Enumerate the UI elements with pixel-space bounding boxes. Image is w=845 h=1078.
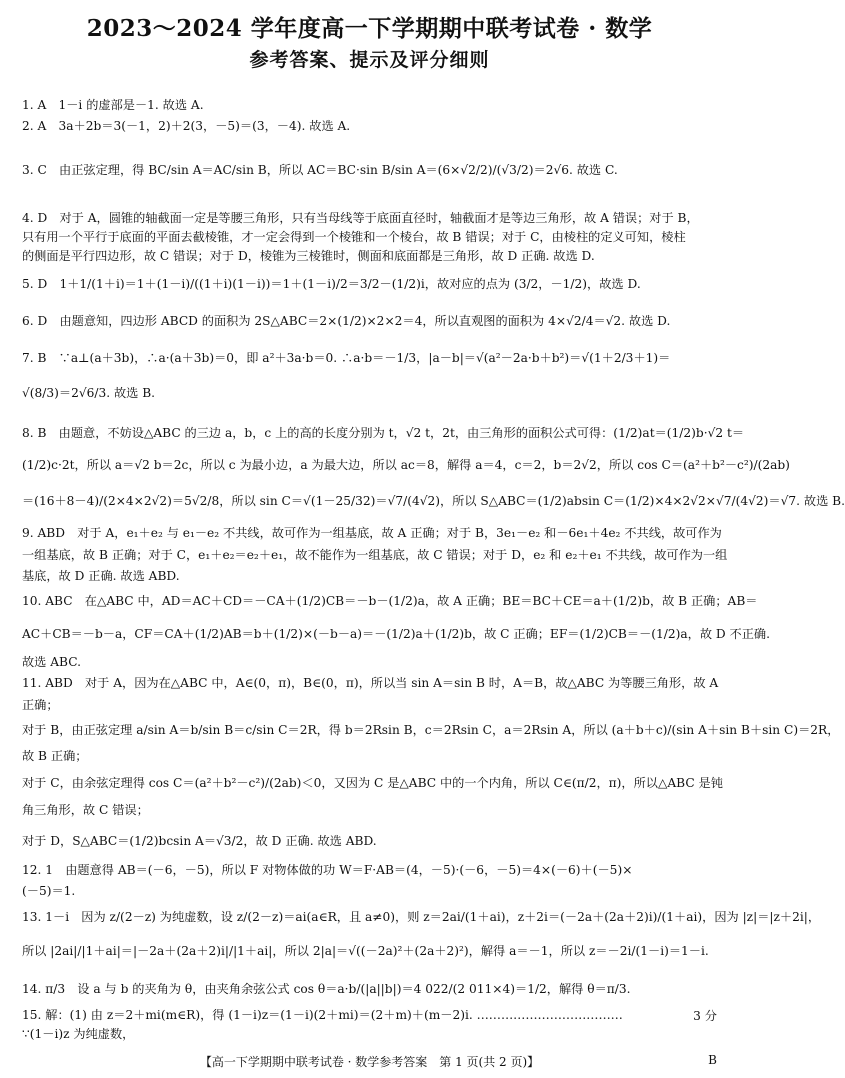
answer-4-line-2: 只有用一个平行于底面的平面去截棱锥，才一定会得到一个棱锥和一个棱台，故 B 错误；对于 C，由棱柱的定义可知，棱柱 — [22, 230, 686, 244]
answer-7-line-2: √(8/3)＝2√6/3. 故选 B. — [22, 386, 156, 400]
answer-11-line-5: 对于 C，由余弦定理得 cos C＝(a²＋b²－c²)/(2ab)＜0，又因为 C 是△ABC 中的一个内角，所以 C∈(π/2，π)，所以△ABC 是钝 — [22, 776, 723, 790]
answer-13-line-2: 所以 |2ai|/|1＋ai|＝|－2a＋(2a＋2)i|/|1＋ai|，所以 2|a|＝√((－2a)²＋(2a＋2)²)，解得 a＝－1，所以 z＝－2i/(1－i)＝1－i. — [22, 944, 709, 958]
answer-15-line-1: 15. 解：(1) 由 z＝2＋mi(m∈R)，得 (1－i)z＝(1－i)(2＋mi)＝(2＋m)＋(m－2)i. ……………………………… — [22, 1008, 623, 1022]
answer-8-line-3: ＝(16＋8－4)/(2×4×2√2)＝5√2/8，所以 sin C＝√(1－25/32)＝√7/(4√2)，所以 S△ABC＝(1/2)absin C＝(1/2)×4×2√2×√7/(4√2)＝√7. 故选 B. — [22, 494, 845, 508]
answer-12-line-2: (－5)＝1. — [22, 884, 76, 898]
answer-10-line-3: 故选 ABC. — [22, 655, 81, 669]
document-subtitle: 参考答案、提示及评分细则 — [249, 49, 490, 71]
answer-11-line-6: 角三角形，故 C 错误； — [22, 803, 149, 817]
answer-11-line-3: 对于 B，由正弦定理 a/sin A＝b/sin B＝c/sin C＝2R，得 b＝2Rsin B，c＝2Rsin C，a＝2Rsin A，所以 (a＋b＋c)/(sin A＋sin B＋sin C)＝2R， — [22, 723, 840, 737]
answer-9-line-2: 一组基底，故 B 正确；对于 C，e₁＋e₂＝e₂＋e₁，故不能作为一组基底，故 C 错误；对于 D，e₂ 和 e₂＋e₁ 不共线，故可作为一组 — [22, 548, 728, 562]
answer-12-line-1: 12. 1 由题意得 AB＝(－6，－5)，所以 F 对物体做的功 W＝F·AB＝(4，－5)·(－6，－5)＝4×(－6)＋(－5)× — [22, 863, 633, 877]
answer-9-line-3: 基底，故 D 正确. 故选 ABD. — [22, 569, 180, 583]
answer-10-line-1: 10. ABC 在△ABC 中，AD＝AC＋CD＝－CA＋(1/2)CB＝－b－(1/2)a，故 A 正确；BE＝BC＋CE＝a＋(1/2)b，故 B 正确；AB＝ — [22, 594, 758, 608]
answer-4-line-1: 4. D 对于 A，圆锥的轴截面一定是等腰三角形，只有当母线等于底面直径时，轴截面才是等边三角形，故 A 错误；对于 B， — [22, 211, 699, 225]
answer-14: 14. π/3 设 a 与 b 的夹角为 θ，由夹角余弦公式 cos θ＝a·b/(|a||b|)＝4 022/(2 011×4)＝1/2，解得 θ＝π/3. — [22, 982, 631, 996]
answer-8-line-2: (1/2)c·2t，所以 a＝√2 b＝2c，所以 c 为最小边，a 为最大边，所以 ac＝8，解得 a＝4，c＝2，b＝2√2，所以 cos C＝(a²＋b²－c²)/(2ab) — [22, 458, 790, 472]
answer-10-line-2: AC＋CB＝－b－a，CF＝CA＋(1/2)AB＝b＋(1/2)×(－b－a)＝－(1/2)a＋(1/2)b，故 C 正确；EF＝(1/2)CB＝－(1/2)a，故 D 不正确. — [22, 627, 770, 641]
answer-2: 2. A 3a＋2b＝3(－1，2)＋2(3，－5)＝(3，－4). 故选 A. — [22, 119, 351, 133]
answer-6: 6. D 由题意知，四边形 ABCD 的面积为 2S△ABC＝2×(1/2)×2×2＝4，所以直观图的面积为 4×√2/4＝√2. 故选 D. — [22, 314, 671, 328]
answer-7-line-1: 7. B ∵a⊥(a＋3b)，∴a·(a＋3b)＝0，即 a²＋3a·b＝0. ∴a·b＝－1/3，|a－b|＝√(a²－2a·b＋b²)＝√(1＋2/3＋1)＝ — [22, 351, 671, 365]
paper-code: B — [708, 1053, 717, 1067]
footer-text: 【高一下学期期中联考试卷 · 数学参考答案 第 1 页(共 2 页)】 — [199, 1055, 540, 1069]
answer-11-line-1: 11. ABD 对于 A，因为在△ABC 中，A∈(0，π)，B∈(0，π)，所以当 sin A＝sin B 时，A＝B，故△ABC 为等腰三角形，故 A — [22, 676, 719, 690]
document-title: 2023～2024 学年度高一下学期期中联考试卷 · 数学 — [86, 15, 653, 42]
answer-13-line-1: 13. 1－i 因为 z/(2－z) 为纯虚数，设 z/(2－z)＝ai(a∈R，且 a≠0)，则 z＝2ai/(1＋ai)，z＋2i＝(－2a＋(2a＋2)i)/(1＋ai)，因为 |z|＝|z＋2i|， — [22, 910, 821, 924]
answer-11-line-4: 故 B 正确； — [22, 749, 88, 763]
answer-11-line-7: 对于 D，S△ABC＝(1/2)bcsin A＝√3/2，故 D 正确. 故选 ABD. — [22, 834, 377, 848]
answer-3: 3. C 由正弦定理，得 BC/sin A＝AC/sin B，所以 AC＝BC·sin B/sin A＝(6×√2/2)/(√3/2)＝2√6. 故选 C. — [22, 163, 618, 177]
answer-8-line-1: 8. B 由题意，不妨设△ABC 的三边 a，b，c 上的高的长度分别为 t，√2 t，2t，由三角形的面积公式可得：(1/2)at＝(1/2)b·√2 t＝ — [22, 426, 745, 440]
answer-5: 5. D 1＋1/(1＋i)＝1＋(1－i)/((1＋i)(1－i))＝1＋(1－i)/2＝3/2－(1/2)i，故对应的点为 (3/2，－1/2)，故选 D. — [22, 277, 641, 291]
answer-4-line-3: 的侧面是平行四边形，故 C 错误；对于 D，棱锥为三棱锥时，侧面和底面都是三角形，故 D 正确. 故选 D. — [22, 249, 595, 263]
answer-15-score: 3 分 — [693, 1009, 717, 1023]
page-footer — [0, 1053, 739, 1070]
answer-15-line-2: ∵(1－i)z 为纯虚数， — [22, 1027, 135, 1041]
answer-9-line-1: 9. ABD 对于 A，e₁＋e₂ 与 e₁－e₂ 不共线，故可作为一组基底，故 A 正确；对于 B，3e₁－e₂ 和－6e₁＋4e₂ 不共线，故可作为 — [22, 526, 722, 540]
answer-1: 1. A 1－i 的虚部是－1. 故选 A. — [22, 98, 204, 112]
answer-11-line-2: 正确； — [22, 698, 59, 712]
